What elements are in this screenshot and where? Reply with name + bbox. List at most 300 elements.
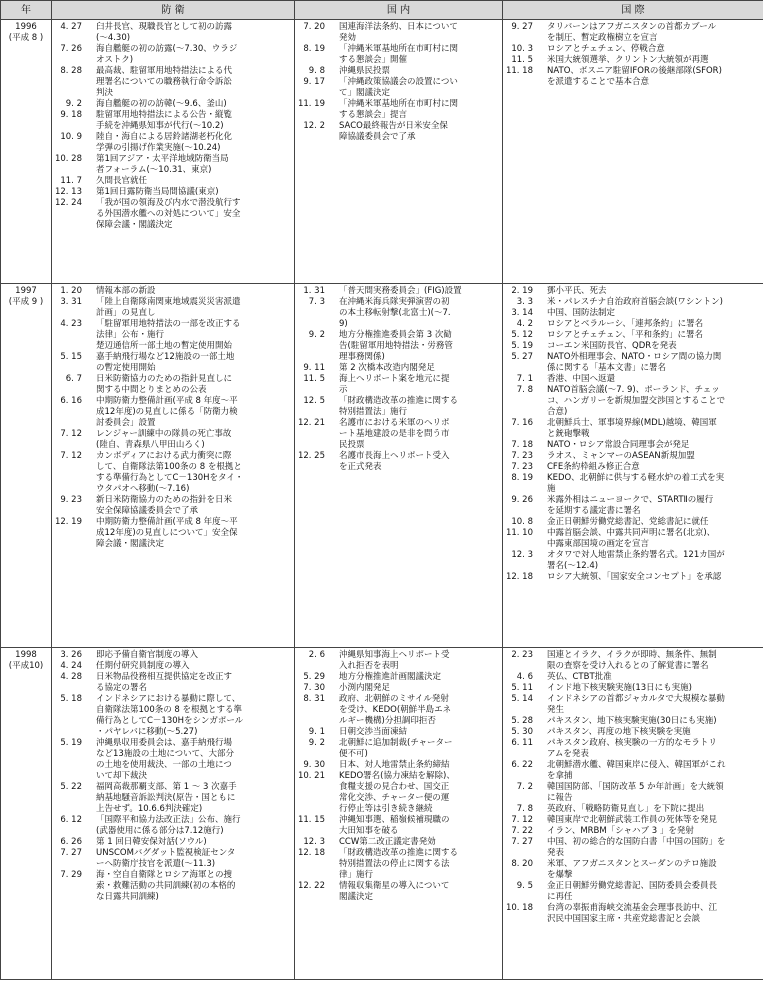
event-item bbox=[503, 650, 763, 672]
domestic-cell bbox=[295, 20, 503, 284]
event-text-line: 閣議決定 bbox=[339, 892, 374, 902]
event-item bbox=[52, 341, 294, 352]
event-text-line: アムを発表 bbox=[547, 749, 589, 759]
event-item bbox=[52, 848, 294, 870]
event-text-line: 任期付研究員制度の導入 bbox=[96, 661, 190, 671]
event-text-line: 楚辺通信所一部土地の暫定使用開始 bbox=[96, 341, 233, 351]
event-date: 11. 18 bbox=[505, 66, 533, 76]
event-item bbox=[52, 154, 294, 176]
event-text-line: 日本、対人地雷禁止条約締結 bbox=[339, 760, 450, 770]
event-text bbox=[547, 881, 763, 903]
event-text-line: 上告せず。10.6.6判決確定) bbox=[96, 804, 203, 814]
event-item bbox=[295, 451, 502, 473]
event-text-line: 韓国東岸で北朝鮮武装工作員の死体等を発見 bbox=[547, 815, 718, 825]
event-item bbox=[503, 716, 763, 727]
event-item bbox=[503, 826, 763, 837]
event-text-line: 久間長官就任 bbox=[96, 176, 148, 186]
defense-cell bbox=[52, 284, 295, 648]
event-text bbox=[547, 352, 763, 374]
event-item bbox=[503, 330, 763, 341]
event-text-line: 嘉手納飛行場など12施設の一部土地 bbox=[96, 352, 235, 362]
event-date: 5. 18 bbox=[60, 694, 82, 704]
domestic-cell bbox=[295, 284, 503, 648]
event-date: 7. 26 bbox=[60, 44, 82, 54]
event-item bbox=[52, 286, 294, 297]
event-date: 5. 19 bbox=[511, 341, 533, 351]
event-text-line: 陸自・海自による居鈴諸湖老朽化化 bbox=[96, 132, 233, 142]
event-text bbox=[339, 837, 502, 848]
era-label: (平成10) bbox=[8, 661, 44, 671]
event-text bbox=[96, 352, 294, 374]
event-text-line: 成12年度)の見直しについて」安全保 bbox=[96, 528, 238, 538]
event-text-line: 理事務関係) bbox=[339, 352, 385, 362]
event-text-line: する懇談会」提言 bbox=[339, 110, 408, 120]
event-text-line: 索・救難活動の共同訓練(初の本格的 bbox=[96, 881, 236, 891]
event-item bbox=[52, 22, 294, 44]
year-row-1998 bbox=[1, 648, 763, 980]
event-text bbox=[547, 418, 763, 440]
event-text-line: 自衛隊法第100条の 8 を根拠とする準 bbox=[96, 705, 243, 715]
event-text-line: 判決 bbox=[96, 88, 114, 98]
event-text-line: 英政府、「戦略防衛見直し」を下院に提出 bbox=[547, 804, 705, 814]
event-text bbox=[547, 903, 763, 925]
event-text-line: 福岡高裁那覇支部、第 1 ～ 3 次嘉手 bbox=[96, 782, 237, 792]
event-text bbox=[339, 286, 502, 297]
event-text-line: 地方分権推進委員会第 3 次勧 bbox=[339, 330, 452, 340]
event-text-line: 北朝鮮兵士、軍事境界線(MDL)越境、韓国軍 bbox=[547, 418, 717, 428]
event-date: 1. 20 bbox=[60, 286, 82, 296]
event-item bbox=[52, 66, 294, 99]
event-text-line: 「沖縄政策協議会の設置につい bbox=[339, 77, 458, 87]
event-text bbox=[339, 77, 502, 99]
event-text-line: コーエン米国防長官、QDRを発表 bbox=[547, 341, 677, 351]
event-text-line: 告(駐留軍用地特措法・労務管 bbox=[339, 341, 453, 351]
event-text bbox=[339, 727, 502, 738]
event-date: 12. 2 bbox=[303, 121, 325, 131]
event-text-line: 第 1 回日韓安保対話(ソウル) bbox=[96, 837, 207, 847]
event-text-line: 国連海洋法条約、日本について bbox=[339, 22, 458, 32]
event-text-line: 限の査察を受け入れるとの了解覚書に署名 bbox=[547, 661, 709, 671]
event-text-line: 金正日朝鮮労働党総書記、国防委員会委員長 bbox=[547, 881, 718, 891]
event-text bbox=[547, 859, 763, 881]
event-text-line: を制圧、暫定政権樹立を宣言 bbox=[547, 33, 658, 43]
event-text bbox=[96, 319, 294, 341]
event-text-line: 第1回日露防衛当局間協議(東京) bbox=[96, 187, 219, 197]
event-date: 7. 16 bbox=[511, 418, 533, 428]
event-item bbox=[503, 308, 763, 319]
event-text-line: 障会議・閣議決定 bbox=[96, 539, 165, 549]
event-text-line: 英仏、CTBT批准 bbox=[547, 672, 612, 682]
event-text-line: ート基地建設の是非を問う市 bbox=[339, 429, 450, 439]
event-text-line: 米国大統領選挙、クリントン大統領が再選 bbox=[547, 55, 709, 65]
event-date: 8. 20 bbox=[511, 859, 533, 869]
event-text-line: 新日米防衛協力のための指針を日米 bbox=[96, 495, 233, 505]
event-date: 3. 3 bbox=[516, 297, 533, 307]
event-date: 11. 7 bbox=[60, 176, 82, 186]
event-date: 9. 2 bbox=[308, 738, 325, 748]
event-text bbox=[339, 374, 502, 396]
event-text-line: 台湾の辜振甫海峡交流基金会理事長訪中、江 bbox=[547, 903, 718, 913]
event-date: 8. 28 bbox=[60, 66, 82, 76]
event-text-line: 第1回アジア・太平洋地域防衛当局 bbox=[96, 154, 229, 164]
event-date: 4. 2 bbox=[516, 319, 533, 329]
event-text-line: 北朝鮮潜水艦、韓国東岸に侵入、韓国軍がこれ bbox=[547, 760, 726, 770]
event-item bbox=[503, 903, 763, 925]
event-item bbox=[503, 44, 763, 55]
event-text-line: 討委員会」設置 bbox=[96, 418, 156, 428]
event-text bbox=[339, 330, 502, 363]
event-date: 6. 26 bbox=[60, 837, 82, 847]
event-text bbox=[547, 528, 763, 550]
event-text-line: 便不可) bbox=[339, 749, 368, 759]
event-date: 5. 29 bbox=[303, 672, 325, 682]
event-text-line: 計画」の見直し bbox=[96, 308, 156, 318]
event-item bbox=[503, 66, 763, 88]
event-text bbox=[339, 848, 502, 881]
event-text-line: 海自艦艇の初の訪韓(～9.6、釜山) bbox=[96, 99, 227, 109]
event-text-line: 理署名についての職務執行命令訴訟 bbox=[96, 77, 232, 87]
event-text bbox=[547, 385, 763, 418]
event-text-line: 合意) bbox=[547, 407, 568, 417]
header-row bbox=[1, 1, 763, 20]
event-text-line: 「財政構造改革の推進に関する bbox=[339, 396, 459, 406]
year-label: 1996 bbox=[15, 22, 37, 32]
event-text-line: 北朝鮮に追加制裁(チャーター bbox=[339, 738, 453, 748]
event-date: 10. 21 bbox=[297, 771, 325, 781]
event-date: 7. 3 bbox=[308, 297, 325, 307]
event-item bbox=[295, 44, 502, 66]
event-date: 4. 24 bbox=[60, 661, 82, 671]
event-text-line: 沖縄県民投票 bbox=[339, 66, 391, 76]
event-text bbox=[96, 870, 294, 903]
event-date: 7. 2 bbox=[516, 782, 533, 792]
event-text bbox=[547, 462, 763, 473]
event-date: 6. 7 bbox=[65, 374, 82, 384]
event-date: 12. 24 bbox=[54, 198, 82, 208]
event-item bbox=[503, 837, 763, 859]
event-text bbox=[96, 429, 294, 451]
event-text-line: 日米防衛協力のための指針見直しに bbox=[96, 374, 233, 384]
era-label: (平成 9 ) bbox=[8, 297, 44, 307]
event-text bbox=[547, 738, 763, 760]
international-cell bbox=[503, 648, 763, 980]
event-date: 7. 1 bbox=[516, 374, 533, 384]
event-text bbox=[339, 815, 502, 837]
event-item bbox=[503, 374, 763, 385]
event-text-line: 関する中間とりまとめの公表 bbox=[96, 385, 207, 395]
event-text-line: 中期防衛力整備計画(平成 8 年度～平 bbox=[96, 396, 238, 406]
event-text bbox=[547, 837, 763, 859]
event-date: 7. 23 bbox=[511, 462, 533, 472]
event-date: 3. 14 bbox=[511, 308, 533, 318]
event-text bbox=[96, 837, 294, 848]
event-text-line: 臼井長官、現職長官として初の訪露 bbox=[96, 22, 233, 32]
event-date: 2. 23 bbox=[511, 650, 533, 660]
event-date: 5. 27 bbox=[511, 352, 533, 362]
event-text-line: な日露共同訓練) bbox=[96, 892, 159, 902]
event-text-line: 中露東部国境の画定を宣言 bbox=[547, 539, 650, 549]
event-text-line: 沢民中国国家主席・共産党総書記と会談 bbox=[547, 914, 701, 924]
event-text bbox=[547, 22, 763, 44]
event-date: 7. 27 bbox=[60, 848, 82, 858]
event-text-line: 「財政構造改革の推進に関する bbox=[339, 848, 459, 858]
event-text-line: NATO、ボスニア駐留IFORの後継部隊(SFOR) bbox=[547, 66, 722, 76]
event-text-line: 安全保障協議委員会で了承 bbox=[96, 506, 199, 516]
event-item bbox=[295, 694, 502, 727]
event-item bbox=[503, 451, 763, 462]
year-label: 1998 bbox=[15, 650, 37, 660]
event-date: 8. 19 bbox=[303, 44, 325, 54]
event-text-line: を爆撃 bbox=[547, 870, 573, 880]
event-text-line: に報告 bbox=[547, 793, 573, 803]
event-date: 9. 26 bbox=[511, 495, 533, 505]
event-text bbox=[547, 451, 763, 462]
event-item bbox=[503, 782, 763, 804]
event-text-line: 米・パレスチナ自治政府首脳会談(ワシントン) bbox=[547, 297, 723, 307]
event-item bbox=[295, 650, 502, 672]
event-text-line: ウタパオへ移動(～7.16) bbox=[96, 484, 190, 494]
event-text bbox=[96, 672, 294, 694]
event-text bbox=[96, 341, 294, 352]
event-item bbox=[295, 297, 502, 330]
event-item bbox=[295, 738, 502, 760]
event-text-line: ロシア大統領、「国家安全コンセプト」を承認 bbox=[547, 572, 722, 582]
event-text-line: 「我が国の領海及び内水で潜没航行す bbox=[96, 198, 241, 208]
event-item bbox=[52, 815, 294, 837]
event-text-line: 者フォーラム(～10.31、東京) bbox=[96, 165, 212, 175]
event-text-line: 中国、初の総合的な国防白書「中国の国防」を bbox=[547, 837, 726, 847]
event-text bbox=[547, 694, 763, 716]
event-text bbox=[96, 396, 294, 429]
event-text-line: いて却下裁決 bbox=[96, 771, 148, 781]
event-item bbox=[295, 363, 502, 374]
event-text bbox=[547, 440, 763, 451]
event-item bbox=[295, 77, 502, 99]
event-text bbox=[96, 374, 294, 396]
event-item bbox=[52, 870, 294, 903]
event-date: 10. 3 bbox=[511, 44, 533, 54]
event-item bbox=[503, 528, 763, 550]
event-text bbox=[339, 121, 502, 143]
event-text-line: ルギー機構)分担調印拒否 bbox=[339, 716, 436, 726]
event-text bbox=[339, 771, 502, 815]
event-text bbox=[547, 341, 763, 352]
event-text-line: 小渕内閣発足 bbox=[339, 683, 391, 693]
defense-cell bbox=[52, 20, 295, 284]
event-item bbox=[503, 495, 763, 517]
event-date: 7. 12 bbox=[60, 429, 82, 439]
event-text-line: を正式発表 bbox=[339, 462, 382, 472]
event-text-line: オタワで対人地雷禁止条約署名式。121カ国が bbox=[547, 550, 725, 560]
event-text-line: オストク) bbox=[96, 55, 134, 65]
event-item bbox=[52, 374, 294, 396]
event-item bbox=[52, 132, 294, 154]
domestic-cell bbox=[295, 648, 503, 980]
event-text-line: る外国潜水艦への対処について」安全 bbox=[96, 209, 241, 219]
event-date: 11. 10 bbox=[505, 528, 533, 538]
event-text-line: (武器使用に係る部分は7.12施行) bbox=[96, 826, 224, 836]
event-text-line: 韓国国防部、「国防改革 5 か年計画」を大統領 bbox=[547, 782, 724, 792]
event-text-line: 沖縄県知事海上ヘリポート受 bbox=[339, 650, 450, 660]
event-text bbox=[96, 848, 294, 870]
event-text-line: の暫定使用開始 bbox=[96, 363, 156, 373]
event-text-line: 署名(～12.4) bbox=[547, 561, 599, 571]
event-item bbox=[52, 782, 294, 815]
event-text bbox=[339, 22, 502, 44]
event-text-line: SACO最終報告が日米安全保 bbox=[339, 121, 448, 131]
event-text-line: 障協議委員会で了承 bbox=[339, 132, 416, 142]
event-text-line: パキスタン、再度の地下核実験を実施 bbox=[547, 727, 691, 737]
year-label: 1997 bbox=[15, 286, 37, 296]
event-text bbox=[547, 716, 763, 727]
event-text bbox=[547, 297, 763, 308]
event-item bbox=[503, 341, 763, 352]
event-text-line: NATO首脳会議(～7. 9)、ポーランド、チェッ bbox=[547, 385, 720, 395]
event-date: 10. 9 bbox=[60, 132, 82, 142]
event-text-line: イラン、MRBM「シャハブ 3 」を発射 bbox=[547, 826, 694, 836]
event-item bbox=[52, 650, 294, 661]
event-item bbox=[503, 297, 763, 308]
event-text bbox=[547, 55, 763, 66]
event-text-line: る協定の署名 bbox=[96, 683, 148, 693]
event-text bbox=[547, 286, 763, 297]
event-text-line: 「沖縄米軍基地所在市町村に関 bbox=[339, 44, 459, 54]
event-text-line: 即応予備自衛官制度の導入 bbox=[96, 650, 199, 660]
event-text bbox=[96, 517, 294, 550]
event-text-line: 中国、国防法制定 bbox=[547, 308, 616, 318]
event-text-line: パキスタン政府、核実験の一方的なモラトリ bbox=[547, 738, 717, 748]
event-text-line: UNSCOMバグダット監視検証センタ bbox=[96, 848, 236, 858]
event-text bbox=[547, 319, 763, 330]
event-date: 7. 23 bbox=[511, 451, 533, 461]
event-text-line: 「陸上自衛隊南関東地域震災災害派遣 bbox=[96, 297, 241, 307]
year-row-1997 bbox=[1, 284, 763, 648]
event-date: 10. 8 bbox=[511, 517, 533, 527]
event-item bbox=[503, 319, 763, 330]
event-text bbox=[547, 760, 763, 782]
event-item bbox=[52, 319, 294, 341]
event-item bbox=[52, 187, 294, 198]
event-item bbox=[503, 385, 763, 418]
event-date: 7. 12 bbox=[511, 815, 533, 825]
event-item bbox=[503, 815, 763, 826]
event-text-line: 律」施行 bbox=[339, 870, 374, 880]
event-item bbox=[295, 771, 502, 815]
event-text bbox=[547, 550, 763, 572]
event-item bbox=[52, 738, 294, 782]
event-date: 6. 22 bbox=[511, 760, 533, 770]
event-date: 3. 26 bbox=[60, 650, 82, 660]
event-item bbox=[503, 804, 763, 815]
event-text-line: NATO・ロシア常設合同理事会が発足 bbox=[547, 440, 690, 450]
header-year: 年 bbox=[1, 1, 52, 20]
event-text-line: 保障会議・閣議決定 bbox=[96, 220, 173, 230]
event-text bbox=[339, 396, 502, 418]
event-text-line: 名護市長海上ヘリポート受入 bbox=[339, 451, 450, 461]
event-text-line: 沖縄県収用委員会は、嘉手納飛行場 bbox=[96, 738, 233, 748]
event-text-line: する懇談会」開催 bbox=[339, 55, 408, 65]
event-date: 9. 8 bbox=[308, 66, 325, 76]
event-text-line: ロシアとチェチェン、停戦合意 bbox=[547, 44, 665, 54]
event-text-line: インドネシアの首都ジャカルタで大規模な暴動 bbox=[547, 694, 725, 704]
event-text-line: レンジャー訓練中の隊員の死亡事故 bbox=[96, 429, 232, 439]
event-text bbox=[339, 683, 502, 694]
event-date: 5. 11 bbox=[511, 683, 533, 693]
event-date: 11. 15 bbox=[297, 815, 325, 825]
event-text-line: 9) bbox=[339, 319, 348, 329]
event-text bbox=[339, 738, 502, 760]
event-text bbox=[547, 517, 763, 528]
event-date: 5. 30 bbox=[511, 727, 533, 737]
event-text-line: 手続を沖縄県知事が代行(～10.2) bbox=[96, 121, 224, 131]
event-text bbox=[96, 297, 294, 319]
event-date: 10. 18 bbox=[505, 903, 533, 913]
event-text-line: を受け、KEDO(朝鮮半島エネ bbox=[339, 705, 452, 715]
event-item bbox=[503, 440, 763, 451]
event-item bbox=[295, 418, 502, 451]
event-item bbox=[503, 550, 763, 572]
event-item bbox=[52, 44, 294, 66]
event-text bbox=[547, 473, 763, 495]
event-text-line: KEDO、北朝鮮に供与する軽水炉の着工式を実 bbox=[547, 473, 725, 483]
event-text-line: ・パヤレバに移動(～5.27) bbox=[96, 727, 198, 737]
event-date: 9. 27 bbox=[511, 22, 533, 32]
event-date: 8. 31 bbox=[303, 694, 325, 704]
event-text bbox=[339, 694, 502, 727]
event-text bbox=[547, 66, 763, 88]
event-text-line: に再任 bbox=[547, 892, 573, 902]
event-date: 7. 8 bbox=[516, 385, 533, 395]
event-text-line: の土地を使用裁決、一部の土地につ bbox=[96, 760, 232, 770]
event-text bbox=[547, 826, 763, 837]
event-text-line: を派遣することで基本合意 bbox=[547, 77, 650, 87]
event-date: 4. 28 bbox=[60, 672, 82, 682]
event-text-line: 米軍、アフガニスタンとスーダンのテロ施設 bbox=[547, 859, 717, 869]
event-item bbox=[52, 176, 294, 187]
event-date: 12. 3 bbox=[303, 837, 325, 847]
event-date: 5. 15 bbox=[60, 352, 82, 362]
event-date: 7. 18 bbox=[511, 440, 533, 450]
event-text-line: 駐留軍用地特措法による公告・縦覧 bbox=[96, 110, 233, 120]
event-text bbox=[96, 66, 294, 99]
event-date: 1. 31 bbox=[303, 286, 325, 296]
event-text-line: 食糧支援の見合わせ、国交正 bbox=[339, 782, 450, 792]
event-text-line: 海・空自自衛隊とロシア海軍との捜 bbox=[96, 870, 233, 880]
event-item bbox=[295, 396, 502, 418]
event-date: 6. 12 bbox=[60, 815, 82, 825]
event-text bbox=[96, 44, 294, 66]
event-text bbox=[96, 815, 294, 837]
event-date: 7. 12 bbox=[60, 451, 82, 461]
event-item bbox=[503, 738, 763, 760]
event-text bbox=[339, 451, 502, 473]
event-text-line: タリバーンはアフガニスタンの首都カブール bbox=[547, 22, 717, 32]
event-text-line: を拿捕 bbox=[547, 771, 573, 781]
event-item bbox=[295, 374, 502, 396]
event-date: 12. 22 bbox=[297, 881, 325, 891]
event-text bbox=[339, 99, 502, 121]
event-text bbox=[547, 782, 763, 804]
event-date: 9. 18 bbox=[60, 110, 82, 120]
event-text-line: 発効 bbox=[339, 33, 357, 43]
event-date: 5. 12 bbox=[511, 330, 533, 340]
event-item bbox=[295, 881, 502, 903]
year-cell bbox=[1, 648, 52, 980]
event-text-line: 日朝交渉当面凍結 bbox=[339, 727, 408, 737]
event-text-line: (陸自、青森県八甲田山ろく) bbox=[96, 440, 205, 450]
event-text bbox=[339, 881, 502, 903]
event-text-line: 示 bbox=[339, 385, 348, 395]
